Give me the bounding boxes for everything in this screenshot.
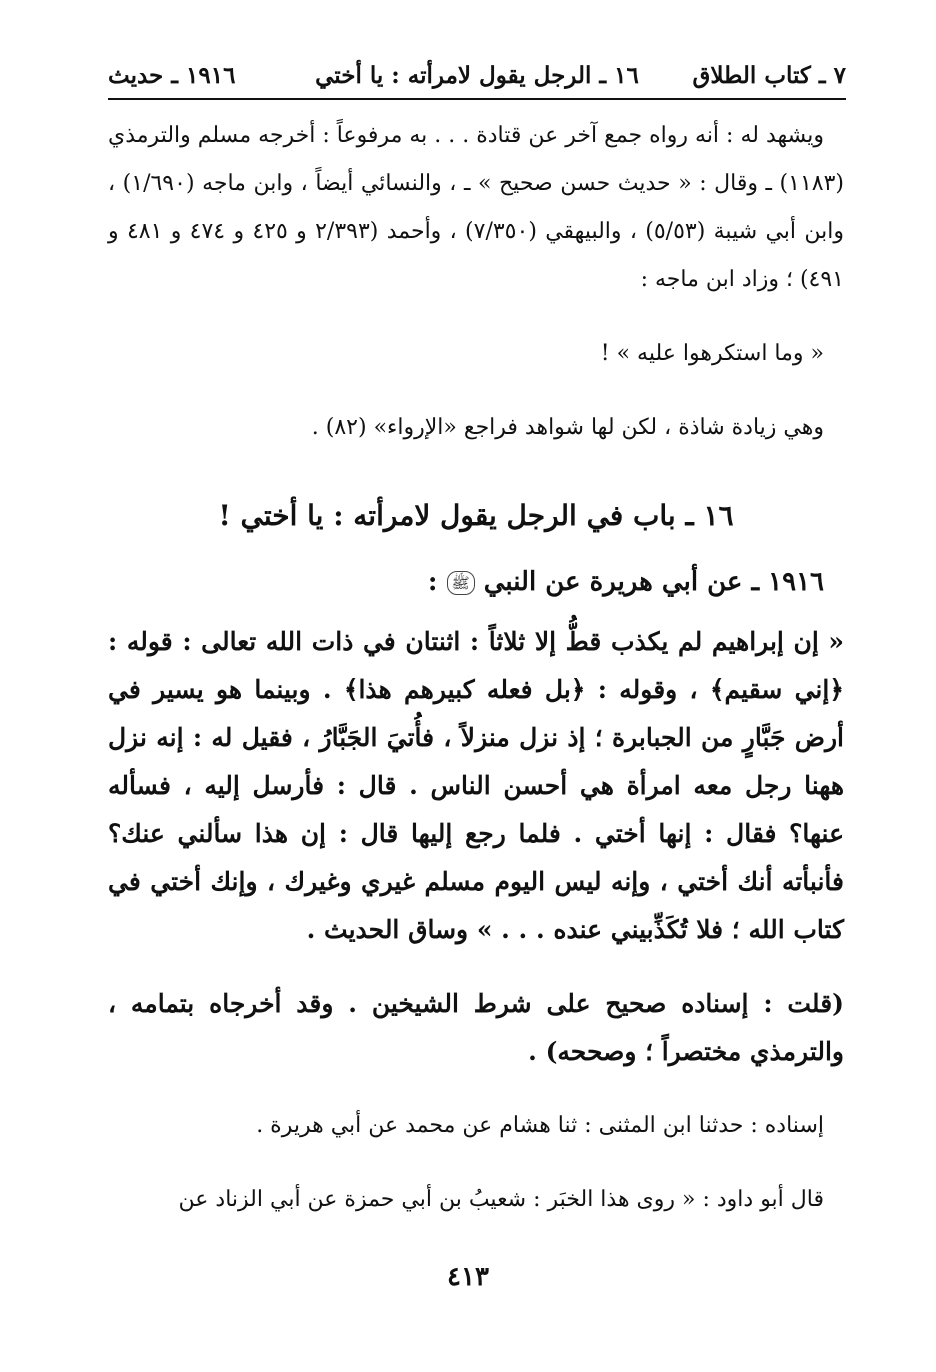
running-header [108,58,846,100]
header-section: ١٦ ـ الرجل يقول لامرأته : يا أختي [315,62,639,89]
page-number: ٤١٣ [447,1262,489,1292]
commentary-paragraph: ويشهد له : أنه رواه جمع آخر عن قتادة . . . به مرفوعاً : أخرجه مسلم والترمذي (١١٨٣) ـ وقال : « حديث حسن صحيح » ـ ، والنسائي أيضاً ، وابن ماجه (١/٦٩٠) ، وابن أبي شيبة (٥/٥٣) ، والبيهقي (٧/٣٥٠) ، وأحمد (٢/٣٩٣ و ٤٢٥ و ٤٧٤ و ٤٨١ و ٤٩١) ؛ وزاد ابن ماجه : [108,123,845,292]
hadith-heading-colon: : [427,567,438,597]
page-body [108,112,844,1250]
chapter-heading: ١٦ ـ باب في الرجل يقول لامرأته : يا أختي ! [218,499,734,532]
commentary-note: وهي زيادة شاذة ، لكن لها شواهد فراجع «الإرواء» (٨٢) . [311,415,824,440]
header-chapter: ٧ ـ كتاب الطلاق [692,62,846,89]
hadith-number-narrator: ١٩١٦ ـ عن أبي هريرة عن النبي [483,567,824,597]
hadith-text: « إن إبراهيم لم يكذب قطُّ إلا ثلاثاً : اثنتان في ذات الله تعالى : قوله : ﴿إني سقيم﴾ ، وقوله : ﴿بل فعله كبيرهم هذا﴾ . وبينما هو يسير في أرض جَبَّارٍ من الجبابرة ؛ إذ نزل منزلاً ، فأُتيَ الجَبَّارُ ، فقيل له : إنه نزل ههنا رجل معه امرأة هي أحسن الناس . قال : فأرسل إليه ، فسأله عنها؟ فقال : إنها أختي . فلما رجع إليها قال : إن هذا سألني عنك؟ فأنبأته أنك أختي ، وإنه ليس اليوم مسلم غيري وغيرك ، وإنك أختي في كتاب الله ؛ فلا تُكَذِّبيني عنده . . . » وساق الحديث . [108,627,844,944]
abu-dawud-comment: قال أبو داود : « روى هذا الخبَر : شعيبُ بن أبي حمزة عن أبي الزناد عن [178,1187,824,1212]
pbuh-glyph-icon: ﷺ [447,571,475,595]
quoted-addition: « وما استكرهوا عليه » ! [600,341,824,366]
header-hadith-number: ١٩١٦ ـ حديث [108,62,236,89]
grading-note: (قلت : إسناده صحيح على شرط الشيخين . وقد أخرجاه بتمامه ، والترمذي مختصراً ؛ وصححه) . [108,989,844,1066]
hadith-heading [108,558,844,606]
isnad-line: إسناده : حدثنا ابن المثنى : ثنا هشام عن محمد عن أبي هريرة . [256,1113,824,1138]
